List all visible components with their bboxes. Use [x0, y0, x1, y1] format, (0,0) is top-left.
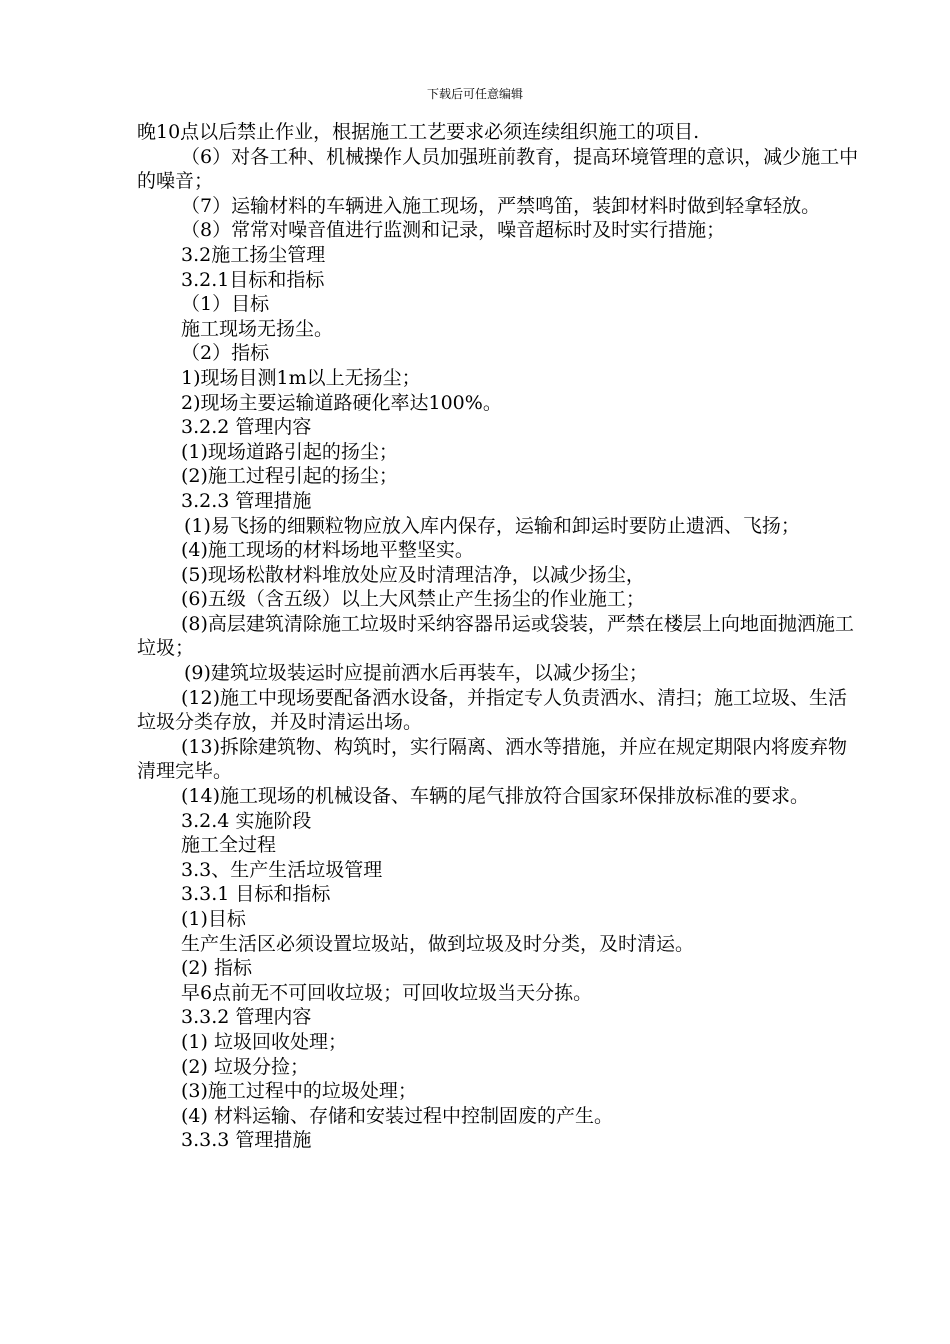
paragraph: 施工现场无扬尘。: [181, 317, 334, 340]
list-item: (8)高层建筑清除施工垃圾时采纳容器吊运或袋装，严禁在楼层上向地面抛洒施工垃圾；: [137, 612, 854, 660]
paragraph: 生产生活区必须设置垃圾站，做到垃圾及时分类，及时清运。: [181, 932, 695, 955]
subsection-heading: 3.3.3 管理措施: [181, 1129, 312, 1152]
section-heading: 3.2施工扬尘管理: [181, 243, 326, 266]
paragraph: 早6点前无不可回收垃圾；可回收垃圾当天分拣。: [181, 981, 593, 1004]
list-item: （2）指标: [181, 342, 270, 365]
list-item: (2) 垃圾分捡；: [181, 1055, 309, 1078]
list-item: （1）目标: [181, 293, 270, 316]
list-item: (4)施工现场的材料场地平整坚实。: [181, 539, 474, 562]
list-item: (12)施工中现场要配备洒水设备，并指定专人负责洒水、清扫；施工垃圾、生活垃圾分类存放，并及时清运出场。: [137, 686, 848, 734]
list-item: (4) 材料运输、存储和安装过程中控制固废的产生。: [181, 1104, 613, 1127]
list-item: (2)施工过程引起的扬尘；: [181, 465, 398, 488]
list-item: (1)现场道路引起的扬尘；: [181, 440, 398, 463]
paragraph: （8）常常对噪音值进行监测和记录，噪音超标时及时实行措施；: [181, 219, 726, 242]
list-item: (14)施工现场的机械设备、车辆的尾气排放符合国家环保排放标准的要求。: [181, 785, 810, 808]
subsection-heading: 3.3.2 管理内容: [181, 1006, 312, 1029]
document-body: [137, 120, 865, 1153]
list-item: 2)现场主要运输道路硬化率达100%。: [181, 391, 502, 414]
list-item: 1)现场目测1m以上无扬尘；: [181, 366, 421, 389]
list-item: (9)建筑垃圾装运时应提前洒水后再装车，以减少扬尘；: [184, 662, 648, 685]
paragraph: （7）运输材料的车辆进入施工现场，严禁鸣笛，装卸材料时做到轻拿轻放。: [181, 194, 821, 217]
list-item: (5)现场松散材料堆放处应及时清理洁净，以减少扬尘，: [181, 563, 645, 586]
page-header: 下载后可任意编辑: [426, 87, 523, 101]
list-item: (2) 指标: [181, 957, 252, 980]
subsection-heading: 3.2.1目标和指标: [181, 268, 325, 291]
paragraph: 晚10点以后禁止作业，根据施工工艺要求必须连续组织施工的项目.: [137, 121, 700, 143]
list-item: (1)易飞扬的细颗粒物应放入库内保存，运输和卸运时要防止遗洒、飞扬；: [184, 514, 800, 537]
list-item: (3)施工过程中的垃圾处理；: [181, 1080, 417, 1103]
list-item: (6)五级（含五级）以上大风禁止产生扬尘的作业施工；: [181, 588, 645, 611]
paragraph: （6）对各工种、机械操作人员加强班前教育，提高环境管理的意识，减少施工中的噪音；: [137, 145, 859, 193]
list-item: (1)目标: [181, 908, 246, 930]
paragraph: 施工全过程: [181, 834, 277, 857]
subsection-heading: 3.2.4 实施阶段: [181, 809, 312, 832]
list-item: (13)拆除建筑物、构筑时，实行隔离、洒水等措施，并应在规定期限内将废弃物清理完毕。: [137, 735, 848, 783]
subsection-heading: 3.3.1 目标和指标: [181, 883, 331, 906]
list-item: (1) 垃圾回收处理；: [181, 1030, 347, 1053]
subsection-heading: 3.2.3 管理措施: [181, 489, 312, 512]
section-heading: 3.3、生产生活垃圾管理: [181, 858, 383, 881]
subsection-heading: 3.2.2 管理内容: [181, 416, 312, 439]
